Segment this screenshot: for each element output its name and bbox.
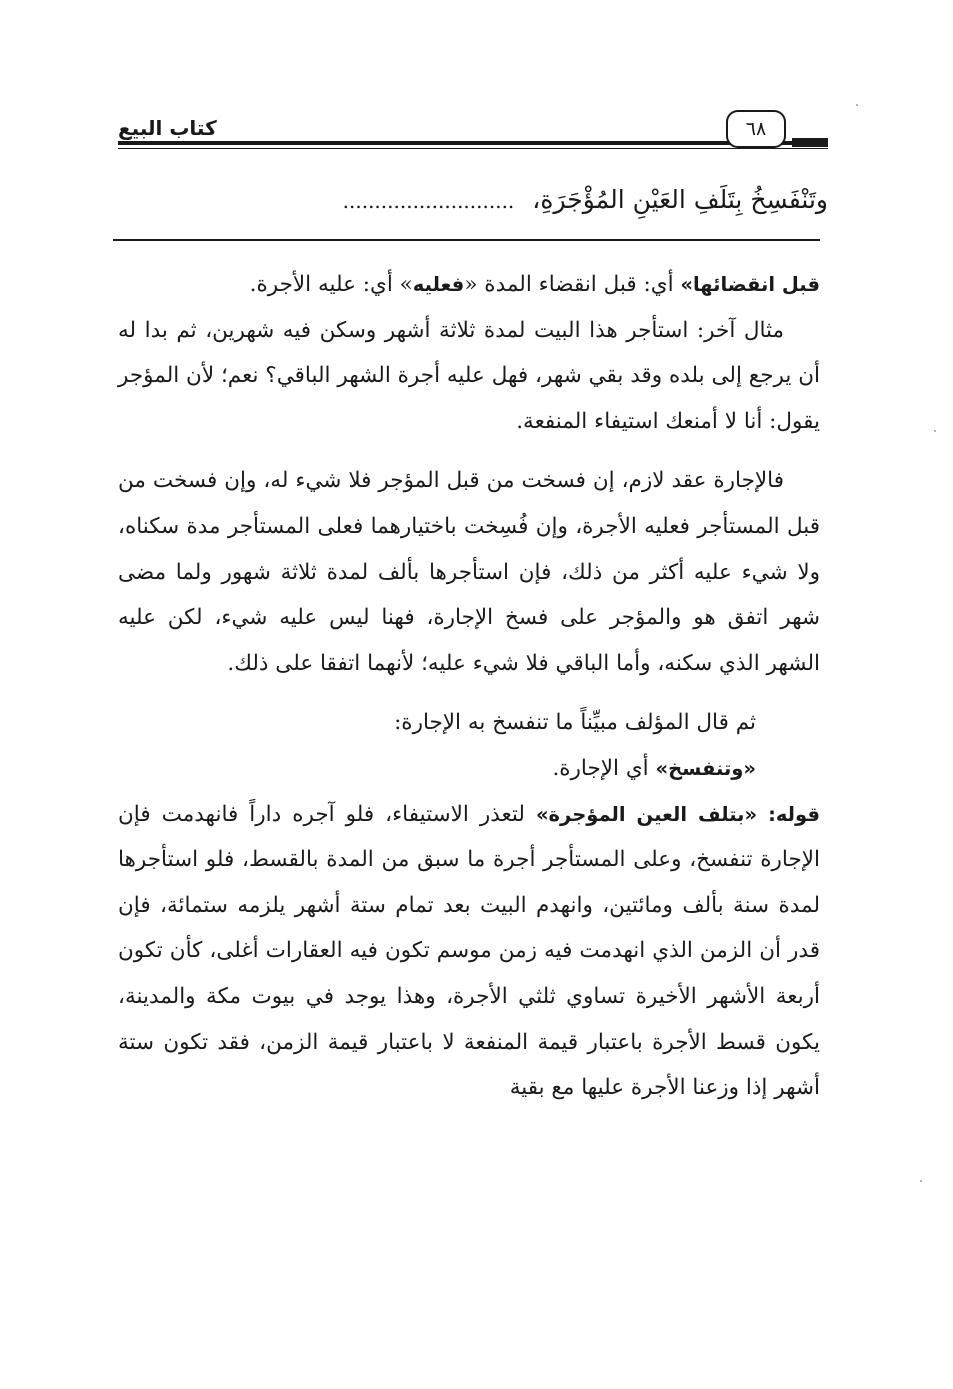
paragraph-1 bbox=[118, 262, 820, 308]
qawluhu-label: قوله: bbox=[768, 802, 821, 826]
keyword-bitalaf: «بتلف العين المؤجرة» bbox=[535, 802, 769, 826]
scan-speck bbox=[934, 430, 936, 432]
matn-text: وتَنْفَسِخُ بِتَلَفِ العَيْنِ المُؤْجَرَةِ، bbox=[532, 185, 828, 214]
keyword-faalayhi: فعليه bbox=[412, 273, 465, 296]
matn-dots: ........................... bbox=[342, 189, 515, 213]
paragraph-2: مثال آخر: استأجر هذا البيت لمدة ثلاثة أشهر وسكن فيه شهرين، ثم بدا له أن يرجع إلى بلده وقد بقي شهر، فهل عليه أجرة الشهر الباقي؟ نعم؛ لأن المؤجر يقول: أنا لا أمنعك استيفاء المنفعة. bbox=[118, 317, 820, 434]
header-rule-thin bbox=[118, 148, 828, 149]
keyword-qabl-inqidaiha: قبل انقضائها» bbox=[680, 273, 820, 296]
paragraph-6-text: لتعذر الاستيفاء، فلو آجره داراً فانهدمت فإن الإجارة تنفسخ، وعلى المستأجر أجرة ما سبق من المدة بالقسط، فلو استأجرها لمدة سنة بألف ومائتين، وانهدم البيت بعد تمام ستة أشهر يلزمه ستمائة، فإن قدر أن الزمن الذي انهدمت فيه زمن موسم تكون فيه العقارات أغلى، كأن تكون أربعة الأشهر الأخيرة تساوي ثلثي الأجرة، وهذا يوجد في بيوت مكة والمدينة، يكون قسط الأجرة باعتبار قيمة المنفعة لا باعتبار قيمة الزمن، فقد تكون ستة أشهر إذا وزعنا الأجرة عليها مع بقية bbox=[118, 801, 820, 1101]
header-rule-thick bbox=[118, 141, 828, 145]
running-title: كتاب البيع bbox=[118, 116, 217, 140]
keyword-watanfasikh: «وتنفسخ» bbox=[655, 756, 756, 780]
paragraph-5-text: أي الإجارة. bbox=[552, 755, 656, 781]
page-number: ٦٨ bbox=[726, 110, 786, 148]
scan-speck bbox=[856, 104, 858, 106]
page-header bbox=[118, 108, 828, 158]
matn-line bbox=[118, 178, 828, 223]
commentary-body bbox=[118, 262, 820, 1111]
paragraph-4: ثم قال المؤلف مبيِّناً ما تنفسخ به الإجارة: bbox=[394, 710, 756, 736]
paragraph-1-text-a: أي: قبل انقضاء المدة « bbox=[464, 272, 681, 297]
header-dash-lower bbox=[792, 144, 828, 147]
paragraph-1-text-b: » أي: عليه الأجرة. bbox=[249, 272, 413, 297]
paragraph-6 bbox=[118, 792, 820, 1111]
header-dash-upper bbox=[792, 138, 828, 141]
scan-speck bbox=[920, 1180, 922, 1182]
paragraph-5 bbox=[118, 746, 820, 792]
matn-separator bbox=[113, 239, 820, 241]
paragraph-3: فالإجارة عقد لازم، إن فسخت من قبل المؤجر فلا شيء له، وإن فسخت من قبل المستأجر فعليه الأجرة، وإن فُسِخت باختيارهما فعلى المستأجر مدة سكناه، ولا شيء عليه أكثر من ذلك، فإن استأجرها بألف لمدة ثلاثة شهور ولما مضى شهر اتفق هو والمؤجر على فسخ الإجارة، فهنا ليس عليه شيء، لكن عليه الشهر الذي سكنه، وأما الباقي فلا شيء عليه؛ لأنهما اتفقا على ذلك. bbox=[118, 468, 820, 676]
